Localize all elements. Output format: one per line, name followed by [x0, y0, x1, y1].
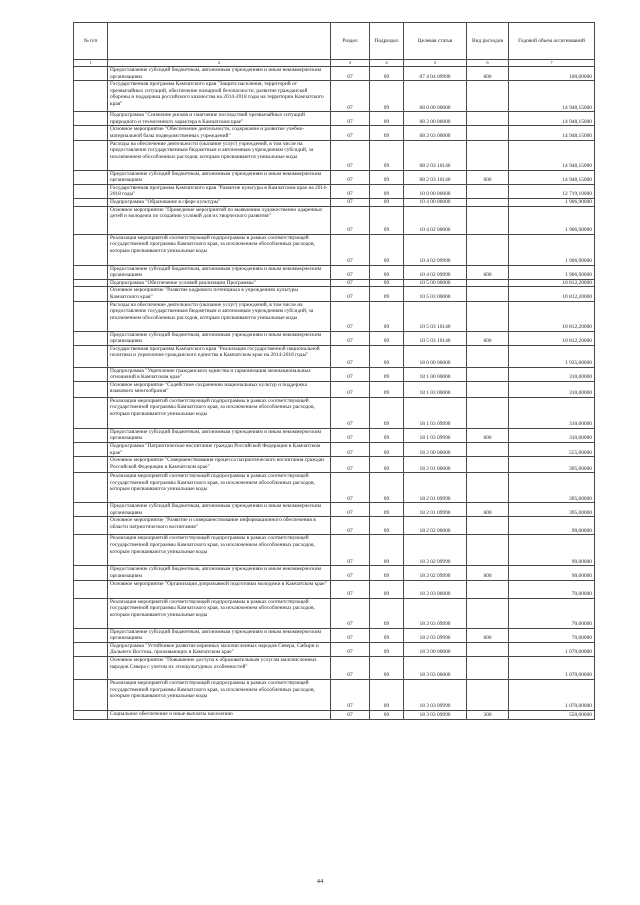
- cell-vr: 300: [467, 711, 509, 720]
- cell-razdel: 07: [331, 598, 370, 628]
- table-row: [74, 473, 595, 503]
- table-row: [74, 566, 595, 580]
- cell-vr: [467, 443, 509, 457]
- column-index: 7: [509, 60, 595, 67]
- cell-num: [74, 457, 108, 473]
- column-index-row: [74, 60, 595, 67]
- cell-csr: 18 2 01 00000: [404, 457, 467, 473]
- cell-num: [74, 397, 108, 428]
- cell-podrazdel: 09: [370, 367, 404, 381]
- cell-razdel: 07: [331, 428, 370, 442]
- cell-csr: 10 4 00 00000: [404, 198, 467, 206]
- cell-csr: 08 2 03 10140: [404, 170, 467, 184]
- cell-razdel: 07: [331, 184, 370, 198]
- cell-csr: 18 0 00 00000: [404, 345, 467, 367]
- cell-podrazdel: 09: [370, 184, 404, 198]
- cell-sum: 10 812,20000: [509, 301, 595, 331]
- cell-razdel: 07: [331, 381, 370, 397]
- cell-podrazdel: 09: [370, 126, 404, 140]
- table-row: [74, 503, 595, 517]
- header-razdel: Раздел: [331, 23, 370, 60]
- cell-razdel: 07: [331, 112, 370, 126]
- cell-razdel: 07: [331, 503, 370, 517]
- cell-csr: 18 2 02 00000: [404, 517, 467, 535]
- cell-razdel: 07: [331, 331, 370, 345]
- cell-name: Государственная программа Камчатского края "Реализация государственной национальной политики и укрепление гражданского единства в Камчатском крае на 2014-2018 годы": [108, 345, 331, 367]
- cell-csr: 18 3 03 00000: [404, 657, 467, 680]
- cell-vr: 600: [467, 628, 509, 642]
- cell-vr: [467, 381, 509, 397]
- cell-sum: 70,00000: [509, 628, 595, 642]
- cell-vr: [467, 535, 509, 566]
- table-header-row: [74, 23, 595, 60]
- cell-csr: 10 5 03 10140: [404, 331, 467, 345]
- cell-name: Подпрограмма "Устойчивое развитие коренных малочисленных народов Севера, Сибири и Дальнего Востока, проживающих в Камчатском крае": [108, 642, 331, 656]
- cell-vr: 600: [467, 67, 509, 81]
- cell-podrazdel: 09: [370, 628, 404, 642]
- cell-num: [74, 628, 108, 642]
- cell-vr: 600: [467, 428, 509, 442]
- cell-name: Основное мероприятие "Повышение доступа к образовательным услугам малочисленных народов Севера с учетом их этнокультурных особенностей": [108, 657, 331, 680]
- cell-podrazdel: 09: [370, 301, 404, 331]
- cell-csr: 08 2 00 00000: [404, 112, 467, 126]
- cell-podrazdel: 09: [370, 234, 404, 265]
- cell-sum: 310,00000: [509, 367, 595, 381]
- cell-name: Основное мероприятие "Совершенствования процесса патриотического воспитания граждан Российской Федерации в Камчатском крае": [108, 457, 331, 473]
- cell-num: [74, 517, 108, 535]
- cell-num: [74, 206, 108, 234]
- cell-vr: [467, 234, 509, 265]
- cell-podrazdel: 09: [370, 265, 404, 279]
- cell-csr: 10 4 02 00000: [404, 206, 467, 234]
- cell-num: [74, 598, 108, 628]
- cell-razdel: 07: [331, 566, 370, 580]
- cell-razdel: 07: [331, 657, 370, 680]
- cell-csr: 18 3 03 09990: [404, 680, 467, 711]
- cell-podrazdel: 09: [370, 657, 404, 680]
- cell-razdel: 07: [331, 301, 370, 331]
- cell-podrazdel: 09: [370, 81, 404, 112]
- cell-podrazdel: 09: [370, 112, 404, 126]
- cell-num: [74, 535, 108, 566]
- cell-csr: 10 5 03 00000: [404, 287, 467, 301]
- budget-table-page: [73, 22, 594, 720]
- cell-razdel: 07: [331, 265, 370, 279]
- table-row: [74, 680, 595, 711]
- cell-razdel: 07: [331, 642, 370, 656]
- cell-sum: 1 906,90000: [509, 265, 595, 279]
- cell-sum: 14 948,15000: [509, 126, 595, 140]
- cell-name: Предоставление субсидий бюджетным, автономным учреждениям и иным некоммерческим организациям: [108, 566, 331, 580]
- cell-podrazdel: 09: [370, 680, 404, 711]
- cell-vr: 600: [467, 566, 509, 580]
- cell-sum: 310,00000: [509, 397, 595, 428]
- table-row: [74, 287, 595, 301]
- cell-name: Реализация мероприятий соответствующей подпрограммы в рамках соответствующей государственной программы Камчатского края, за исключением обособленных расходов, которым присваиваются уникальные коды: [108, 397, 331, 428]
- cell-podrazdel: 09: [370, 443, 404, 457]
- header-vr: Вид расходов: [467, 23, 509, 60]
- cell-podrazdel: 09: [370, 345, 404, 367]
- cell-vr: [467, 457, 509, 473]
- cell-razdel: 07: [331, 345, 370, 367]
- cell-sum: 395,00000: [509, 473, 595, 503]
- cell-sum: 1 906,90000: [509, 206, 595, 234]
- cell-name: Реализация мероприятий соответствующей подпрограммы в рамках соответствующей государственной программы Камчатского края, за исключением обособленных расходов, которым присваиваются уникальные коды: [108, 598, 331, 628]
- cell-vr: [467, 198, 509, 206]
- cell-csr: 18 2 03 09990: [404, 628, 467, 642]
- cell-podrazdel: 09: [370, 598, 404, 628]
- cell-sum: 14 948,15000: [509, 170, 595, 184]
- cell-name: Государственная программа Камчатского края "Развитие культуры в Камчатском крае на 2014-2018 годы": [108, 184, 331, 198]
- cell-num: [74, 112, 108, 126]
- cell-csr: 18 1 03 00000: [404, 381, 467, 397]
- cell-csr: 10 5 03 10140: [404, 301, 467, 331]
- cell-csr: 18 1 03 09990: [404, 397, 467, 428]
- cell-csr: 10 0 00 00000: [404, 184, 467, 198]
- table-row: [74, 331, 595, 345]
- cell-csr: 18 2 03 00000: [404, 580, 467, 598]
- cell-podrazdel: 09: [370, 580, 404, 598]
- cell-razdel: 07: [331, 711, 370, 720]
- header-podrazdel: Подраздел: [370, 23, 404, 60]
- cell-csr: 10 4 02 09990: [404, 265, 467, 279]
- table-row: [74, 598, 595, 628]
- cell-num: [74, 428, 108, 442]
- table-row: [74, 367, 595, 381]
- cell-csr: 18 2 02 09990: [404, 535, 467, 566]
- cell-sum: 14 948,15000: [509, 140, 595, 170]
- cell-csr: 18 3 03 09990: [404, 711, 467, 720]
- column-index: 6: [467, 60, 509, 67]
- cell-vr: [467, 287, 509, 301]
- cell-razdel: 07: [331, 279, 370, 287]
- cell-podrazdel: 09: [370, 279, 404, 287]
- table-row: [74, 301, 595, 331]
- cell-name: Государственная программа Камчатского края "Защита населения, территорий от чрезвычайных ситуаций, обеспечение пожарной безопасности, развитие гражданской обороны и поддержка российского казачества на 2014-2018 годы на территории Камчатского края": [108, 81, 331, 112]
- table-row: [74, 265, 595, 279]
- header-num: № п/п: [74, 23, 108, 60]
- cell-sum: 70,00000: [509, 580, 595, 598]
- cell-vr: [467, 140, 509, 170]
- cell-num: [74, 170, 108, 184]
- cell-podrazdel: 09: [370, 170, 404, 184]
- cell-razdel: 07: [331, 206, 370, 234]
- cell-vr: 600: [467, 170, 509, 184]
- cell-num: [74, 345, 108, 367]
- table-row: [74, 443, 595, 457]
- cell-vr: 600: [467, 265, 509, 279]
- cell-razdel: 07: [331, 517, 370, 535]
- cell-num: [74, 443, 108, 457]
- cell-razdel: 07: [331, 234, 370, 265]
- column-index: 3: [331, 60, 370, 67]
- cell-razdel: 07: [331, 535, 370, 566]
- cell-podrazdel: 09: [370, 206, 404, 234]
- cell-sum: 14 948,15000: [509, 112, 595, 126]
- cell-razdel: 07: [331, 397, 370, 428]
- cell-num: [74, 81, 108, 112]
- cell-name: Расходы на обеспечение деятельности (оказание услуг) учреждений, в том числе на предоставление государственным бюджетным и автономным учреждениям субсидий, за исключением обособленных расходов, которым присваиваются уникальные коды: [108, 301, 331, 331]
- page-number: 44: [316, 878, 324, 885]
- cell-csr: 18 2 02 09990: [404, 566, 467, 580]
- cell-num: [74, 279, 108, 287]
- table-row: [74, 628, 595, 642]
- cell-sum: 10 812,20000: [509, 279, 595, 287]
- cell-sum: 12 719,10000: [509, 184, 595, 198]
- cell-razdel: 07: [331, 457, 370, 473]
- cell-podrazdel: 09: [370, 381, 404, 397]
- table-row: [74, 81, 595, 112]
- cell-vr: [467, 367, 509, 381]
- column-index: 1: [74, 60, 108, 67]
- cell-podrazdel: 09: [370, 642, 404, 656]
- cell-podrazdel: 09: [370, 428, 404, 442]
- table-row: [74, 381, 595, 397]
- cell-num: [74, 473, 108, 503]
- cell-sum: 310,00000: [509, 381, 595, 397]
- cell-podrazdel: 09: [370, 397, 404, 428]
- cell-name: Основное мероприятие "Проведение мероприятий по выявлению художественно одаренных детей и молодежи по созданию условий для их творческого развития": [108, 206, 331, 234]
- cell-name: Подпрограмма "Укрепление гражданского единства и гармонизация межнациональных отношений в Камчатском крае": [108, 367, 331, 381]
- cell-sum: 395,00000: [509, 457, 595, 473]
- cell-podrazdel: 09: [370, 503, 404, 517]
- cell-num: [74, 711, 108, 720]
- cell-razdel: 07: [331, 67, 370, 81]
- cell-sum: 555,00000: [509, 443, 595, 457]
- cell-sum: 90,00000: [509, 517, 595, 535]
- cell-name: Предоставление субсидий бюджетным, автономным учреждениям и иным некоммерческим организациям: [108, 265, 331, 279]
- cell-podrazdel: 09: [370, 331, 404, 345]
- cell-name: Основное мероприятие "Организация допризывной подготовки молодежи в Камчатском крае": [108, 580, 331, 598]
- cell-razdel: 07: [331, 287, 370, 301]
- cell-num: [74, 301, 108, 331]
- cell-name: Предоставление субсидий бюджетным, автономным учреждениям и иным некоммерческим организациям: [108, 628, 331, 642]
- cell-vr: 600: [467, 503, 509, 517]
- cell-podrazdel: 09: [370, 198, 404, 206]
- cell-name: Предоставление субсидий бюджетным, автономным учреждениям и иным некоммерческим организациям: [108, 170, 331, 184]
- table-row: [74, 642, 595, 656]
- cell-vr: [467, 397, 509, 428]
- cell-podrazdel: 09: [370, 517, 404, 535]
- cell-razdel: 07: [331, 198, 370, 206]
- cell-razdel: 07: [331, 170, 370, 184]
- cell-sum: 1 070,00000: [509, 657, 595, 680]
- cell-csr: 18 2 01 09990: [404, 503, 467, 517]
- cell-csr: 08 2 03 10140: [404, 140, 467, 170]
- table-row: [74, 279, 595, 287]
- cell-num: [74, 234, 108, 265]
- cell-num: [74, 126, 108, 140]
- cell-name: Предоставление субсидий бюджетным, автономным учреждениям и иным некоммерческим организациям: [108, 428, 331, 442]
- cell-name: Основное мероприятие "Развитие и совершенствование информационного обеспечения в области патриотического воспитания": [108, 517, 331, 535]
- cell-num: [74, 503, 108, 517]
- cell-razdel: 07: [331, 443, 370, 457]
- cell-num: [74, 331, 108, 345]
- cell-vr: [467, 301, 509, 331]
- cell-csr: 18 2 01 09990: [404, 473, 467, 503]
- cell-sum: 1 935,00000: [509, 345, 595, 367]
- cell-sum: 90,00000: [509, 535, 595, 566]
- cell-csr: 18 2 00 00000: [404, 443, 467, 457]
- cell-sum: 10 812,20000: [509, 331, 595, 345]
- cell-name: Реализация мероприятий соответствующей подпрограммы в рамках соответствующей государственной программы Камчатского края, за исключением обособленных расходов, которым присваиваются уникальные коды: [108, 535, 331, 566]
- cell-name: Предоставление субсидий бюджетным, автономным учреждениям и иным некоммерческим организациям: [108, 67, 331, 81]
- cell-sum: 1 070,00000: [509, 680, 595, 711]
- cell-vr: [467, 642, 509, 656]
- cell-vr: [467, 184, 509, 198]
- header-sum: Годовой объем ассигнований: [509, 23, 595, 60]
- cell-num: [74, 566, 108, 580]
- table-row: [74, 234, 595, 265]
- cell-vr: [467, 598, 509, 628]
- table-row: [74, 170, 595, 184]
- table-row: [74, 140, 595, 170]
- cell-name: Реализация мероприятий соответствующей подпрограммы в рамках соответствующей государственной программы Камчатского края, за исключением обособленных расходов, которым присваиваются уникальные коды: [108, 234, 331, 265]
- cell-sum: 1 070,00000: [509, 642, 595, 656]
- cell-vr: [467, 517, 509, 535]
- cell-num: [74, 657, 108, 680]
- table-row: [74, 711, 595, 720]
- cell-podrazdel: 09: [370, 457, 404, 473]
- cell-csr: 10 4 02 09990: [404, 234, 467, 265]
- cell-vr: [467, 112, 509, 126]
- table-row: [74, 198, 595, 206]
- table-row: [74, 206, 595, 234]
- cell-sum: 90,00000: [509, 566, 595, 580]
- table-row: [74, 397, 595, 428]
- cell-csr: 08 0 00 00000: [404, 81, 467, 112]
- cell-vr: [467, 206, 509, 234]
- cell-name: Основное мероприятие "Содействие сохранению национальных культур и поддержка языкового многообразия": [108, 381, 331, 397]
- cell-vr: 600: [467, 331, 509, 345]
- cell-num: [74, 265, 108, 279]
- cell-name: Подпрограмма "Обеспечение условий реализации Программы": [108, 279, 331, 287]
- table-row: [74, 657, 595, 680]
- cell-sum: 100,00000: [509, 67, 595, 81]
- cell-num: [74, 680, 108, 711]
- cell-razdel: 07: [331, 126, 370, 140]
- cell-podrazdel: 09: [370, 566, 404, 580]
- cell-num: [74, 580, 108, 598]
- cell-csr: 07 4 04 09990: [404, 67, 467, 81]
- cell-sum: 10 812,20000: [509, 287, 595, 301]
- cell-vr: [467, 657, 509, 680]
- cell-name: Основное мероприятие "Развитие кадрового потенциала в учреждениях культуры Камчатского края": [108, 287, 331, 301]
- header-name: [108, 23, 331, 60]
- cell-csr: 18 2 03 09990: [404, 598, 467, 628]
- table-row: [74, 457, 595, 473]
- cell-podrazdel: 09: [370, 287, 404, 301]
- cell-num: [74, 642, 108, 656]
- cell-num: [74, 287, 108, 301]
- table-row: [74, 428, 595, 442]
- cell-name: Подпрограмма "Снижение рисков и смягчение последствий чрезвычайных ситуаций природного и техногенного характера в Камчатском крае": [108, 112, 331, 126]
- budget-allocation-table: [73, 22, 595, 720]
- column-index: 4: [370, 60, 404, 67]
- cell-name: Предоставление субсидий бюджетным, автономным учреждениям и иным некоммерческим организациям: [108, 503, 331, 517]
- cell-name: Расходы на обеспечение деятельности (оказание услуг) учреждений, в том числе на предоставление государственным бюджетным и автономным учреждениям субсидий, за исключением обособленных расходов, которым присваиваются уникальные коды: [108, 140, 331, 170]
- cell-sum: 550,00000: [509, 711, 595, 720]
- cell-name: Предоставление субсидий бюджетным, автономным учреждениям и иным некоммерческим организациям: [108, 331, 331, 345]
- cell-name: Подпрограмма "Образование в сфере культуры": [108, 198, 331, 206]
- cell-podrazdel: 09: [370, 711, 404, 720]
- cell-razdel: 07: [331, 628, 370, 642]
- cell-podrazdel: 09: [370, 535, 404, 566]
- cell-num: [74, 367, 108, 381]
- cell-name: Социальное обеспечение и иные выплаты населению: [108, 711, 331, 720]
- header-csr: Целевая статья: [404, 23, 467, 60]
- cell-num: [74, 381, 108, 397]
- table-row: [74, 535, 595, 566]
- cell-vr: [467, 580, 509, 598]
- column-index: 2: [108, 60, 331, 67]
- cell-vr: [467, 126, 509, 140]
- cell-csr: 10 5 00 00000: [404, 279, 467, 287]
- cell-csr: 08 2 03 00000: [404, 126, 467, 140]
- cell-num: [74, 140, 108, 170]
- cell-vr: [467, 81, 509, 112]
- cell-name: Основное мероприятие "Обеспечение деятельности, содержание и развитие учебно-материальной базы подведомственных учреждений": [108, 126, 331, 140]
- table-row: [74, 67, 595, 81]
- cell-sum: 1 906,90000: [509, 198, 595, 206]
- cell-razdel: 07: [331, 473, 370, 503]
- table-row: [74, 112, 595, 126]
- table-row: [74, 580, 595, 598]
- cell-vr: [467, 279, 509, 287]
- cell-sum: 70,00000: [509, 598, 595, 628]
- cell-podrazdel: 09: [370, 140, 404, 170]
- cell-name: Реализация мероприятий соответствующей подпрограммы в рамках соответствующей государственной программы Камчатского края, за исключением обособленных расходов, которым присваиваются уникальные коды: [108, 473, 331, 503]
- cell-podrazdel: 09: [370, 67, 404, 81]
- cell-razdel: 07: [331, 367, 370, 381]
- cell-razdel: 07: [331, 140, 370, 170]
- cell-num: [74, 67, 108, 81]
- cell-sum: 395,00000: [509, 503, 595, 517]
- cell-razdel: 07: [331, 680, 370, 711]
- cell-name: Подпрограмма "Патриотическое воспитание граждан Российской Федерации в Камчатском крае": [108, 443, 331, 457]
- cell-name: Реализация мероприятий соответствующей подпрограммы в рамках соответствующей государственной программы Камчатского края, за исключением обособленных расходов, которым присваиваются уникальные коды: [108, 680, 331, 711]
- cell-vr: [467, 345, 509, 367]
- cell-csr: 18 3 00 00000: [404, 642, 467, 656]
- cell-sum: 1 906,90000: [509, 234, 595, 265]
- cell-num: [74, 184, 108, 198]
- cell-vr: [467, 680, 509, 711]
- table-row: [74, 126, 595, 140]
- cell-csr: 18 1 00 00000: [404, 367, 467, 381]
- table-row: [74, 184, 595, 198]
- cell-sum: 14 948,15000: [509, 81, 595, 112]
- cell-sum: 310,00000: [509, 428, 595, 442]
- table-row: [74, 345, 595, 367]
- table-body: [74, 67, 595, 720]
- cell-razdel: 07: [331, 81, 370, 112]
- cell-razdel: 07: [331, 580, 370, 598]
- cell-csr: 18 1 03 09990: [404, 428, 467, 442]
- column-index: 5: [404, 60, 467, 67]
- cell-vr: [467, 473, 509, 503]
- cell-podrazdel: 09: [370, 473, 404, 503]
- cell-num: [74, 198, 108, 206]
- table-row: [74, 517, 595, 535]
